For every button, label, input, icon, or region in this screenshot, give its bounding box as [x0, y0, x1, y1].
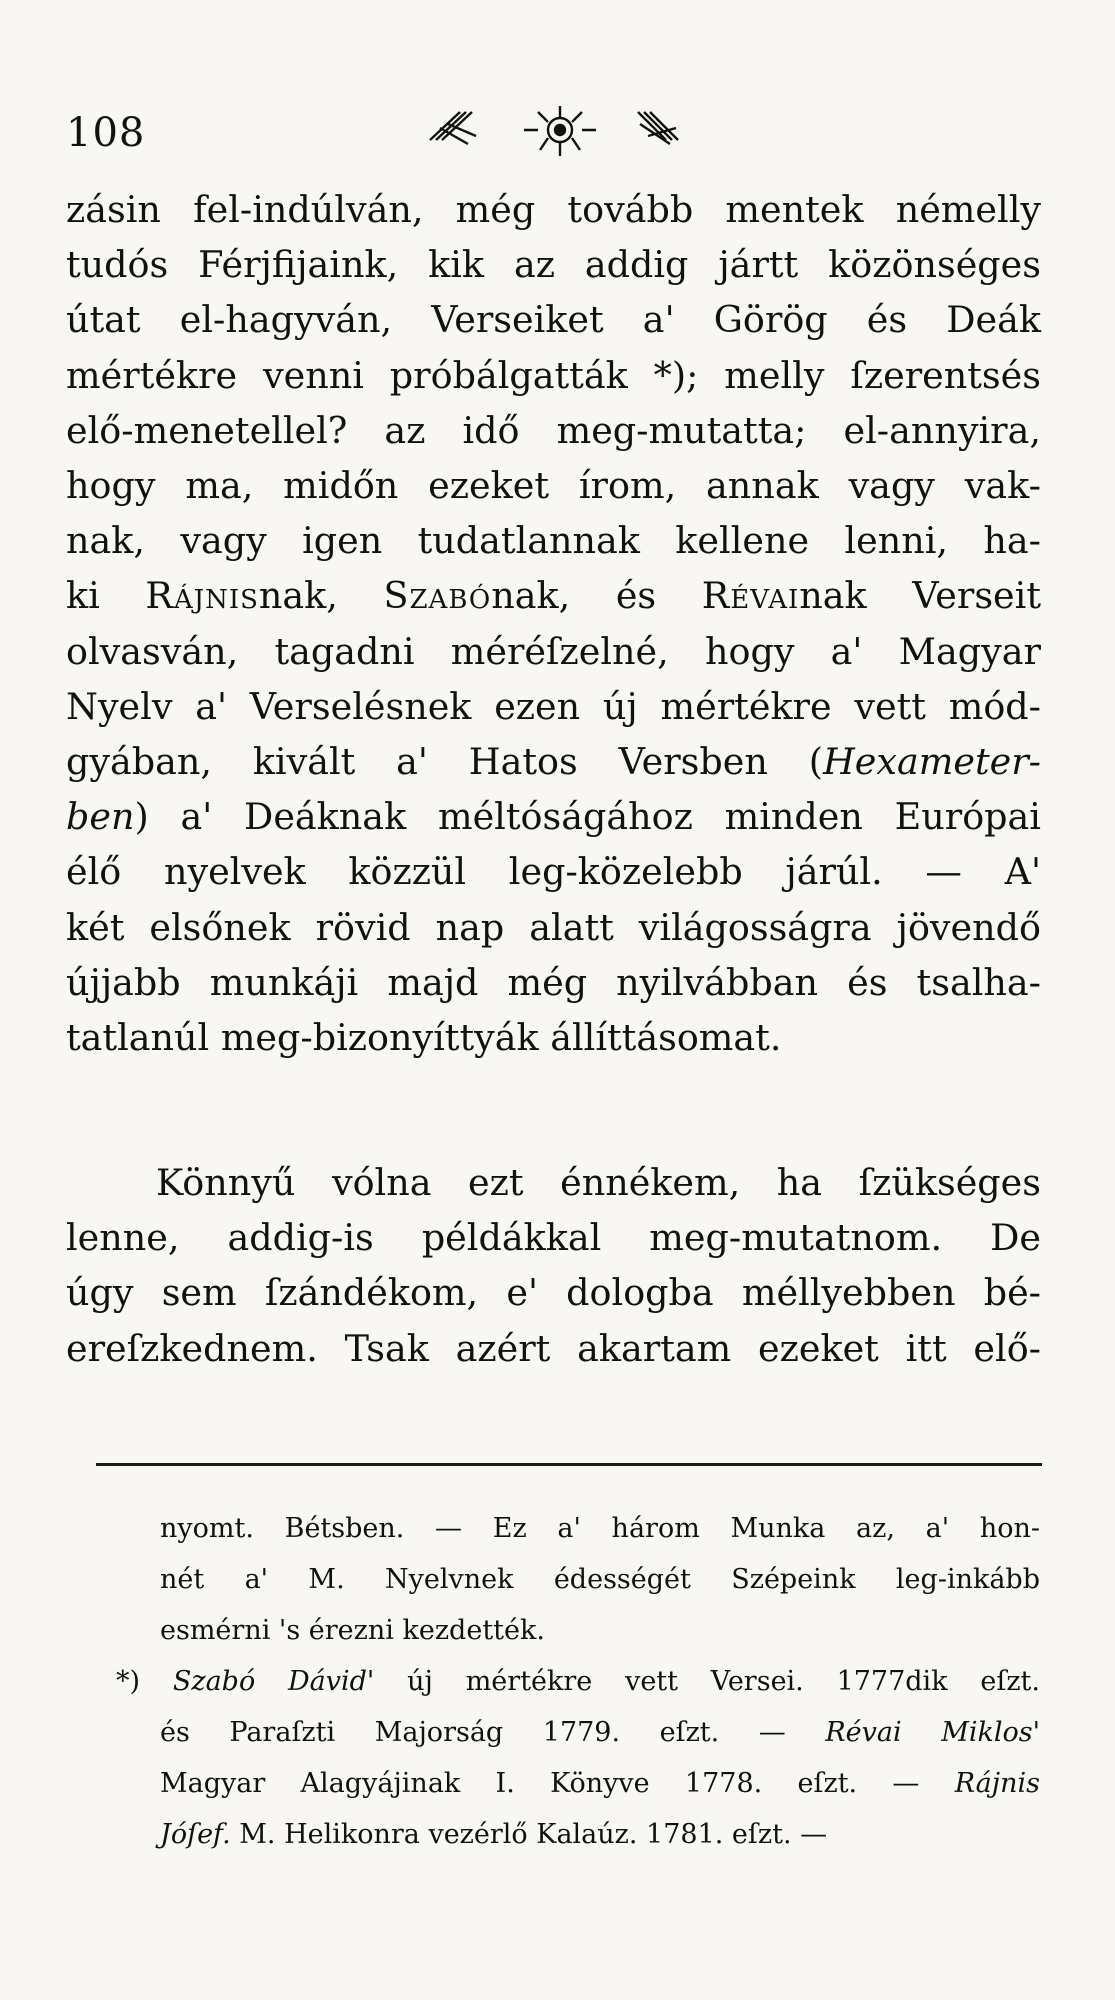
main-paragraph-2	[66, 1155, 1041, 1376]
footnote-line	[116, 1656, 1040, 1707]
text-line: újjabb munkáji majd még nyilvábban és tsalha-	[66, 960, 1041, 1004]
italic-hexameter: Hexameter-	[822, 740, 1041, 784]
text-line: úgy sem ſzándékom, e' dologba méllyebben bé-	[66, 1271, 1041, 1315]
footnote-divider	[96, 1463, 1042, 1466]
italic-name: Rájnis	[954, 1768, 1040, 1799]
text-fragment: Magyar Alagyájinak I. Könyve 1778. eſzt. —	[160, 1768, 955, 1799]
name-revai: Révai	[701, 574, 800, 618]
main-paragraph-1	[66, 182, 1041, 1065]
text-fragment: nak Verseit	[799, 574, 1041, 618]
text-fragment: ki	[66, 574, 146, 618]
text-line: tatlanúl meg-bizonyíttyák állíttásomat.	[66, 1016, 782, 1060]
footnote-line	[160, 1809, 1040, 1860]
floral-ornament-icon	[420, 100, 700, 160]
text-line: útat el-hagyván, Verseiket a' Görög és Deák	[66, 298, 1041, 342]
text-line: tudós Férjfijaink, kik az addig jártt közönséges	[66, 243, 1041, 287]
text-line: ereſzkednem. Tsak azért akartam ezeket itt elő-	[66, 1326, 1041, 1370]
text-fragment: nak, és	[491, 574, 702, 618]
text-line: Könnyű vólna ezt énnékem, ha ſzükséges	[156, 1161, 1041, 1204]
footnote-marker: *)	[116, 1666, 173, 1697]
text-line-hexameter	[66, 734, 1041, 789]
name-rajnis: Rájnis	[145, 574, 259, 618]
text-fragment: M. Helikonra vezérlő Kalaúz. 1781. eſzt. —	[230, 1819, 828, 1850]
page-number: 108	[66, 110, 146, 156]
text-fragment: gyában, kivált a' Hatos Versben (	[66, 740, 823, 784]
text-fragment: nak,	[258, 574, 384, 618]
italic-ben: ben	[66, 795, 135, 839]
footnotes	[116, 1503, 1040, 1860]
text-line: elő-menetellel? az idő meg-mutatta; el-annyira,	[66, 408, 1041, 452]
text-fragment: ) a' Deáknak méltóságához minden Európai	[134, 795, 1041, 839]
italic-name: Szabó Dávid'	[172, 1666, 375, 1697]
text-line: lenne, addig-is példákkal meg-mutatnom. De	[66, 1216, 1041, 1260]
text-line: élő nyelvek közzül leg-közelebb járúl. — A'	[66, 850, 1041, 894]
text-line: olvasván, tagadni méréſzelné, hogy a' Magyar	[66, 629, 1041, 673]
text-line: nak, vagy igen tudatlannak kellene lenni, ha-	[66, 519, 1041, 563]
italic-name: Jóſef.	[160, 1819, 231, 1850]
text-line: hogy ma, midőn ezeket írom, annak vagy vak-	[66, 464, 1041, 508]
footnote-line: nyomt. Bétsben. — Ez a' három Munka az, a' hon-	[160, 1513, 1040, 1544]
italic-name: Révai Miklos'	[825, 1717, 1040, 1748]
name-szabo: Szabó	[383, 574, 492, 618]
footnote-line	[160, 1707, 1040, 1758]
text-fragment: és Paraſzti Majorság 1779. eſzt. —	[160, 1717, 826, 1748]
text-line-names	[66, 568, 1041, 623]
text-line: mértékre venni próbálgatták *); melly ſzerentsés	[66, 353, 1041, 397]
text-line: két elsőnek rövid nap alatt világosságra jövendő	[66, 905, 1041, 949]
footnote-line: esmérni 's érezni kezdették.	[160, 1615, 545, 1646]
footnote-line: nét a' M. Nyelvnek édességét Szépeink leg-inkább	[160, 1564, 1040, 1595]
footnote-line	[160, 1758, 1040, 1809]
text-line-ben	[66, 789, 1041, 844]
text-line: Nyelv a' Verselésnek ezen új mértékre vett mód-	[66, 684, 1041, 728]
text-fragment: új mértékre vett Versei. 1777dik eſzt.	[374, 1666, 1040, 1697]
text-line: zásin fel-indúlván, még tovább mentek némelly	[66, 188, 1041, 231]
